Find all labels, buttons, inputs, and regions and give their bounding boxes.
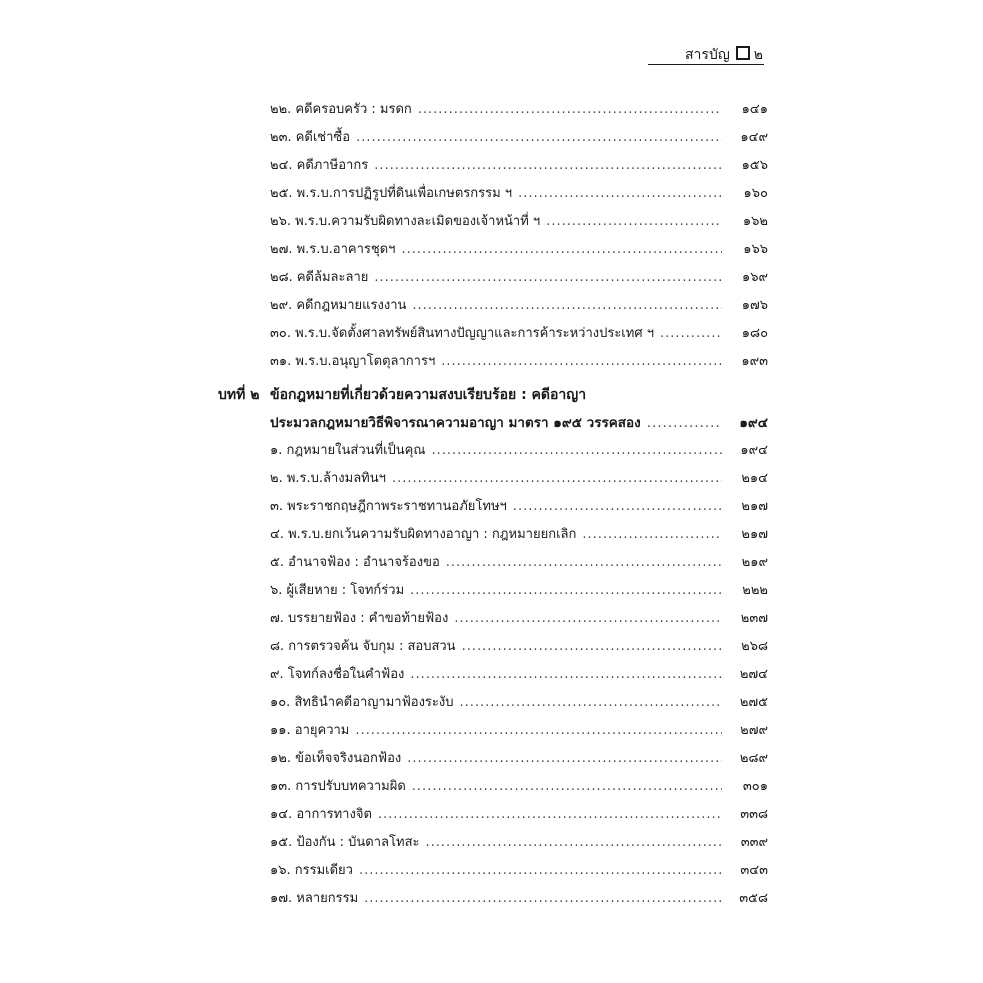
toc-entry-page: ๓๓๘	[740, 807, 768, 822]
dot-leader	[355, 723, 722, 738]
toc-entry-page: ๒๑๔	[741, 471, 768, 486]
toc-entry-title: ๑๑. อายุความ	[270, 723, 350, 738]
dot-leader	[412, 779, 722, 794]
dot-leader	[374, 270, 722, 285]
toc-entry-page: ๑๖๐	[743, 186, 768, 201]
toc-entry-page: ๒๑๙	[741, 555, 768, 570]
toc-entry-page: ๒๘๙	[739, 751, 768, 766]
toc-entry-title: ๓๐. พ.ร.บ.จัดตั้งศาลทรัพย์สินทางปัญญาและการค้าระหว่างประเทศ ฯ	[270, 326, 655, 341]
toc-entry	[270, 182, 768, 204]
subheading-page: ๑๙๔	[739, 415, 768, 431]
dot-leader	[660, 326, 722, 341]
toc-entry-title: ๑๗. หลายกรรม	[270, 891, 359, 906]
toc-entry	[270, 887, 768, 909]
square-bullet-icon	[736, 46, 750, 60]
toc-entry-title: ๗. บรรยายฟ้อง : คำขอท้ายฟ้อง	[270, 611, 449, 626]
toc-entry-page: ๒๒๒	[742, 583, 768, 598]
dot-leader	[518, 186, 722, 201]
toc-entry-title: ๕. อำนาจฟ้อง : อำนาจร้องขอ	[270, 555, 440, 570]
toc-entry-page: ๒๖๘	[741, 639, 768, 654]
dot-leader	[425, 835, 722, 850]
dot-leader	[410, 583, 722, 598]
toc-entry	[270, 322, 768, 344]
toc-subheading	[270, 411, 768, 433]
toc-entry	[270, 238, 768, 260]
toc-entry	[270, 439, 768, 461]
toc-entry-title: ๒๒. คดีครอบครัว : มรดก	[270, 102, 412, 117]
toc-entry	[270, 607, 768, 629]
toc-entry	[270, 154, 768, 176]
toc-entry-title: ๙. โจทก์ลงชื่อในคำฟ้อง	[270, 667, 405, 682]
dot-leader	[513, 499, 722, 514]
toc-entry-page: ๑๗๖	[741, 298, 768, 313]
toc-entry	[270, 210, 768, 232]
toc-entry	[270, 294, 768, 316]
toc-entry-page: ๑๘๐	[741, 326, 768, 341]
chapter-label: บทที่ ๒	[218, 387, 260, 403]
dot-leader	[431, 443, 722, 458]
toc-entry-title: ๒๔. คดีภาษีอากร	[270, 158, 369, 173]
toc-entry-title: ๑๕. ป้องกัน : บันดาลโทสะ	[270, 835, 420, 850]
dot-leader	[418, 102, 722, 117]
header-title: สารบัญ	[685, 47, 730, 63]
dot-leader	[546, 214, 722, 229]
toc-entry-title: ๒๗. พ.ร.บ.อาคารชุดฯ	[270, 242, 396, 257]
toc-entry-page: ๒๑๗	[741, 499, 768, 514]
toc-entry	[270, 579, 768, 601]
toc-entry-page: ๑๖๖	[743, 242, 768, 257]
toc-entry	[270, 691, 768, 713]
dot-leader	[446, 555, 722, 570]
toc-entry	[270, 747, 768, 769]
toc-entry-page: ๒๑๗	[741, 527, 768, 542]
toc-entry	[270, 803, 768, 825]
dot-leader	[356, 130, 722, 145]
header-page-number: ๒	[753, 47, 763, 63]
dot-leader	[364, 891, 722, 906]
header-rule	[648, 64, 764, 65]
toc-entry	[270, 350, 768, 372]
toc-entry-page: ๑๕๖	[741, 158, 768, 173]
dot-leader	[410, 667, 722, 682]
toc-entry	[270, 551, 768, 573]
toc-entry	[270, 523, 768, 545]
toc-entry-page: ๓๕๘	[739, 891, 768, 906]
toc-entry-page: ๑๔๑	[741, 102, 768, 117]
dot-leader	[582, 527, 722, 542]
toc-entry	[270, 266, 768, 288]
toc-entry-page: ๓๔๓	[740, 863, 768, 878]
toc-entry	[270, 467, 768, 489]
toc-entry-title: ๒๘. คดีล้มละลาย	[270, 270, 369, 285]
toc-entry-page: ๑๙๓	[741, 354, 768, 369]
toc-entry-title: ๒๖. พ.ร.บ.ความรับผิดทางละเมิดของเจ้าหน้าที่ ฯ	[270, 214, 541, 229]
toc-entry-title: ๘. การตรวจค้น จับกุม : สอบสวน	[270, 639, 456, 654]
toc-entry-page: ๑๔๙	[740, 130, 768, 145]
dot-leader	[460, 695, 723, 710]
toc-entry	[270, 126, 768, 148]
dot-leader	[412, 298, 722, 313]
toc-entry-page: ๓๐๑	[742, 779, 768, 794]
toc-entry-title: ๑. กฎหมายในส่วนที่เป็นคุณ	[270, 443, 426, 458]
toc-entry-page: ๓๓๙	[740, 835, 768, 850]
toc-entry-page: ๑๖๒	[742, 214, 768, 229]
dot-leader	[359, 863, 722, 878]
dot-leader	[441, 354, 722, 369]
toc-entry-title: ๒๕. พ.ร.บ.การปฏิรูปที่ดินเพื่อเกษตรกรรม ฯ	[270, 186, 513, 201]
toc-entry-title: ๔. พ.ร.บ.ยกเว้นความรับผิดทางอาญา : กฎหมายยกเลิก	[270, 527, 577, 542]
dot-leader	[462, 639, 722, 654]
toc-entry	[270, 719, 768, 741]
toc-entry-title: ๑๓. การปรับบทความผิด	[270, 779, 406, 794]
subheading-title: ประมวลกฎหมายวิธีพิจารณาความอาญา มาตรา ๑๙๕ วรรคสอง	[270, 415, 641, 431]
toc-entry	[270, 635, 768, 657]
toc-entry-title: ๓. พระราชกฤษฎีกาพระราชทานอภัยโทษฯ	[270, 499, 507, 514]
dot-leader	[378, 807, 722, 822]
toc-entry-page: ๑๖๙	[741, 270, 768, 285]
dot-leader	[374, 158, 722, 173]
toc-entry-title: ๒๙. คดีกฎหมายแรงงาน	[270, 298, 407, 313]
dot-leader	[392, 471, 722, 486]
toc-entry	[270, 859, 768, 881]
toc-entry-title: ๖. ผู้เสียหาย : โจทก์ร่วม	[270, 583, 405, 598]
toc-entry	[270, 663, 768, 685]
toc-entry-title: ๒๓. คดีเช่าซื้อ	[270, 130, 351, 145]
chapter-title: ข้อกฎหมายที่เกี่ยวด้วยความสงบเรียบร้อย : คดีอาญา	[270, 387, 587, 403]
toc-entry-title: ๑๐. สิทธินำคดีอาญามาฟ้องระงับ	[270, 695, 454, 710]
dot-leader	[401, 242, 722, 257]
toc-entry-title: ๑๖. กรรมเดียว	[270, 863, 353, 878]
toc-entry	[270, 98, 768, 120]
toc-entry-page: ๑๙๔	[740, 443, 768, 458]
toc-entry-title: ๑๔. อาการทางจิต	[270, 807, 372, 822]
toc-entry-title: ๓๑. พ.ร.บ.อนุญาโตตุลาการฯ	[270, 354, 436, 369]
toc-entry-title: ๒. พ.ร.บ.ล้างมลทินฯ	[270, 471, 386, 486]
toc-entry-page: ๒๗๔	[739, 667, 768, 682]
running-header	[0, 44, 763, 66]
toc-entry-title: ๑๒. ข้อเท็จจริงนอกฟ้อง	[270, 751, 402, 766]
chapter-heading	[218, 384, 586, 406]
dot-leader	[454, 611, 722, 626]
toc-entry-page: ๒๗๕	[739, 695, 768, 710]
toc-entry	[270, 831, 768, 853]
toc-entry	[270, 495, 768, 517]
toc-entry-page: ๒๓๗	[740, 611, 768, 626]
toc-entry-page: ๒๗๙	[740, 723, 768, 738]
dot-leader	[407, 751, 722, 766]
toc-entry	[270, 775, 768, 797]
dot-leader	[647, 415, 722, 431]
